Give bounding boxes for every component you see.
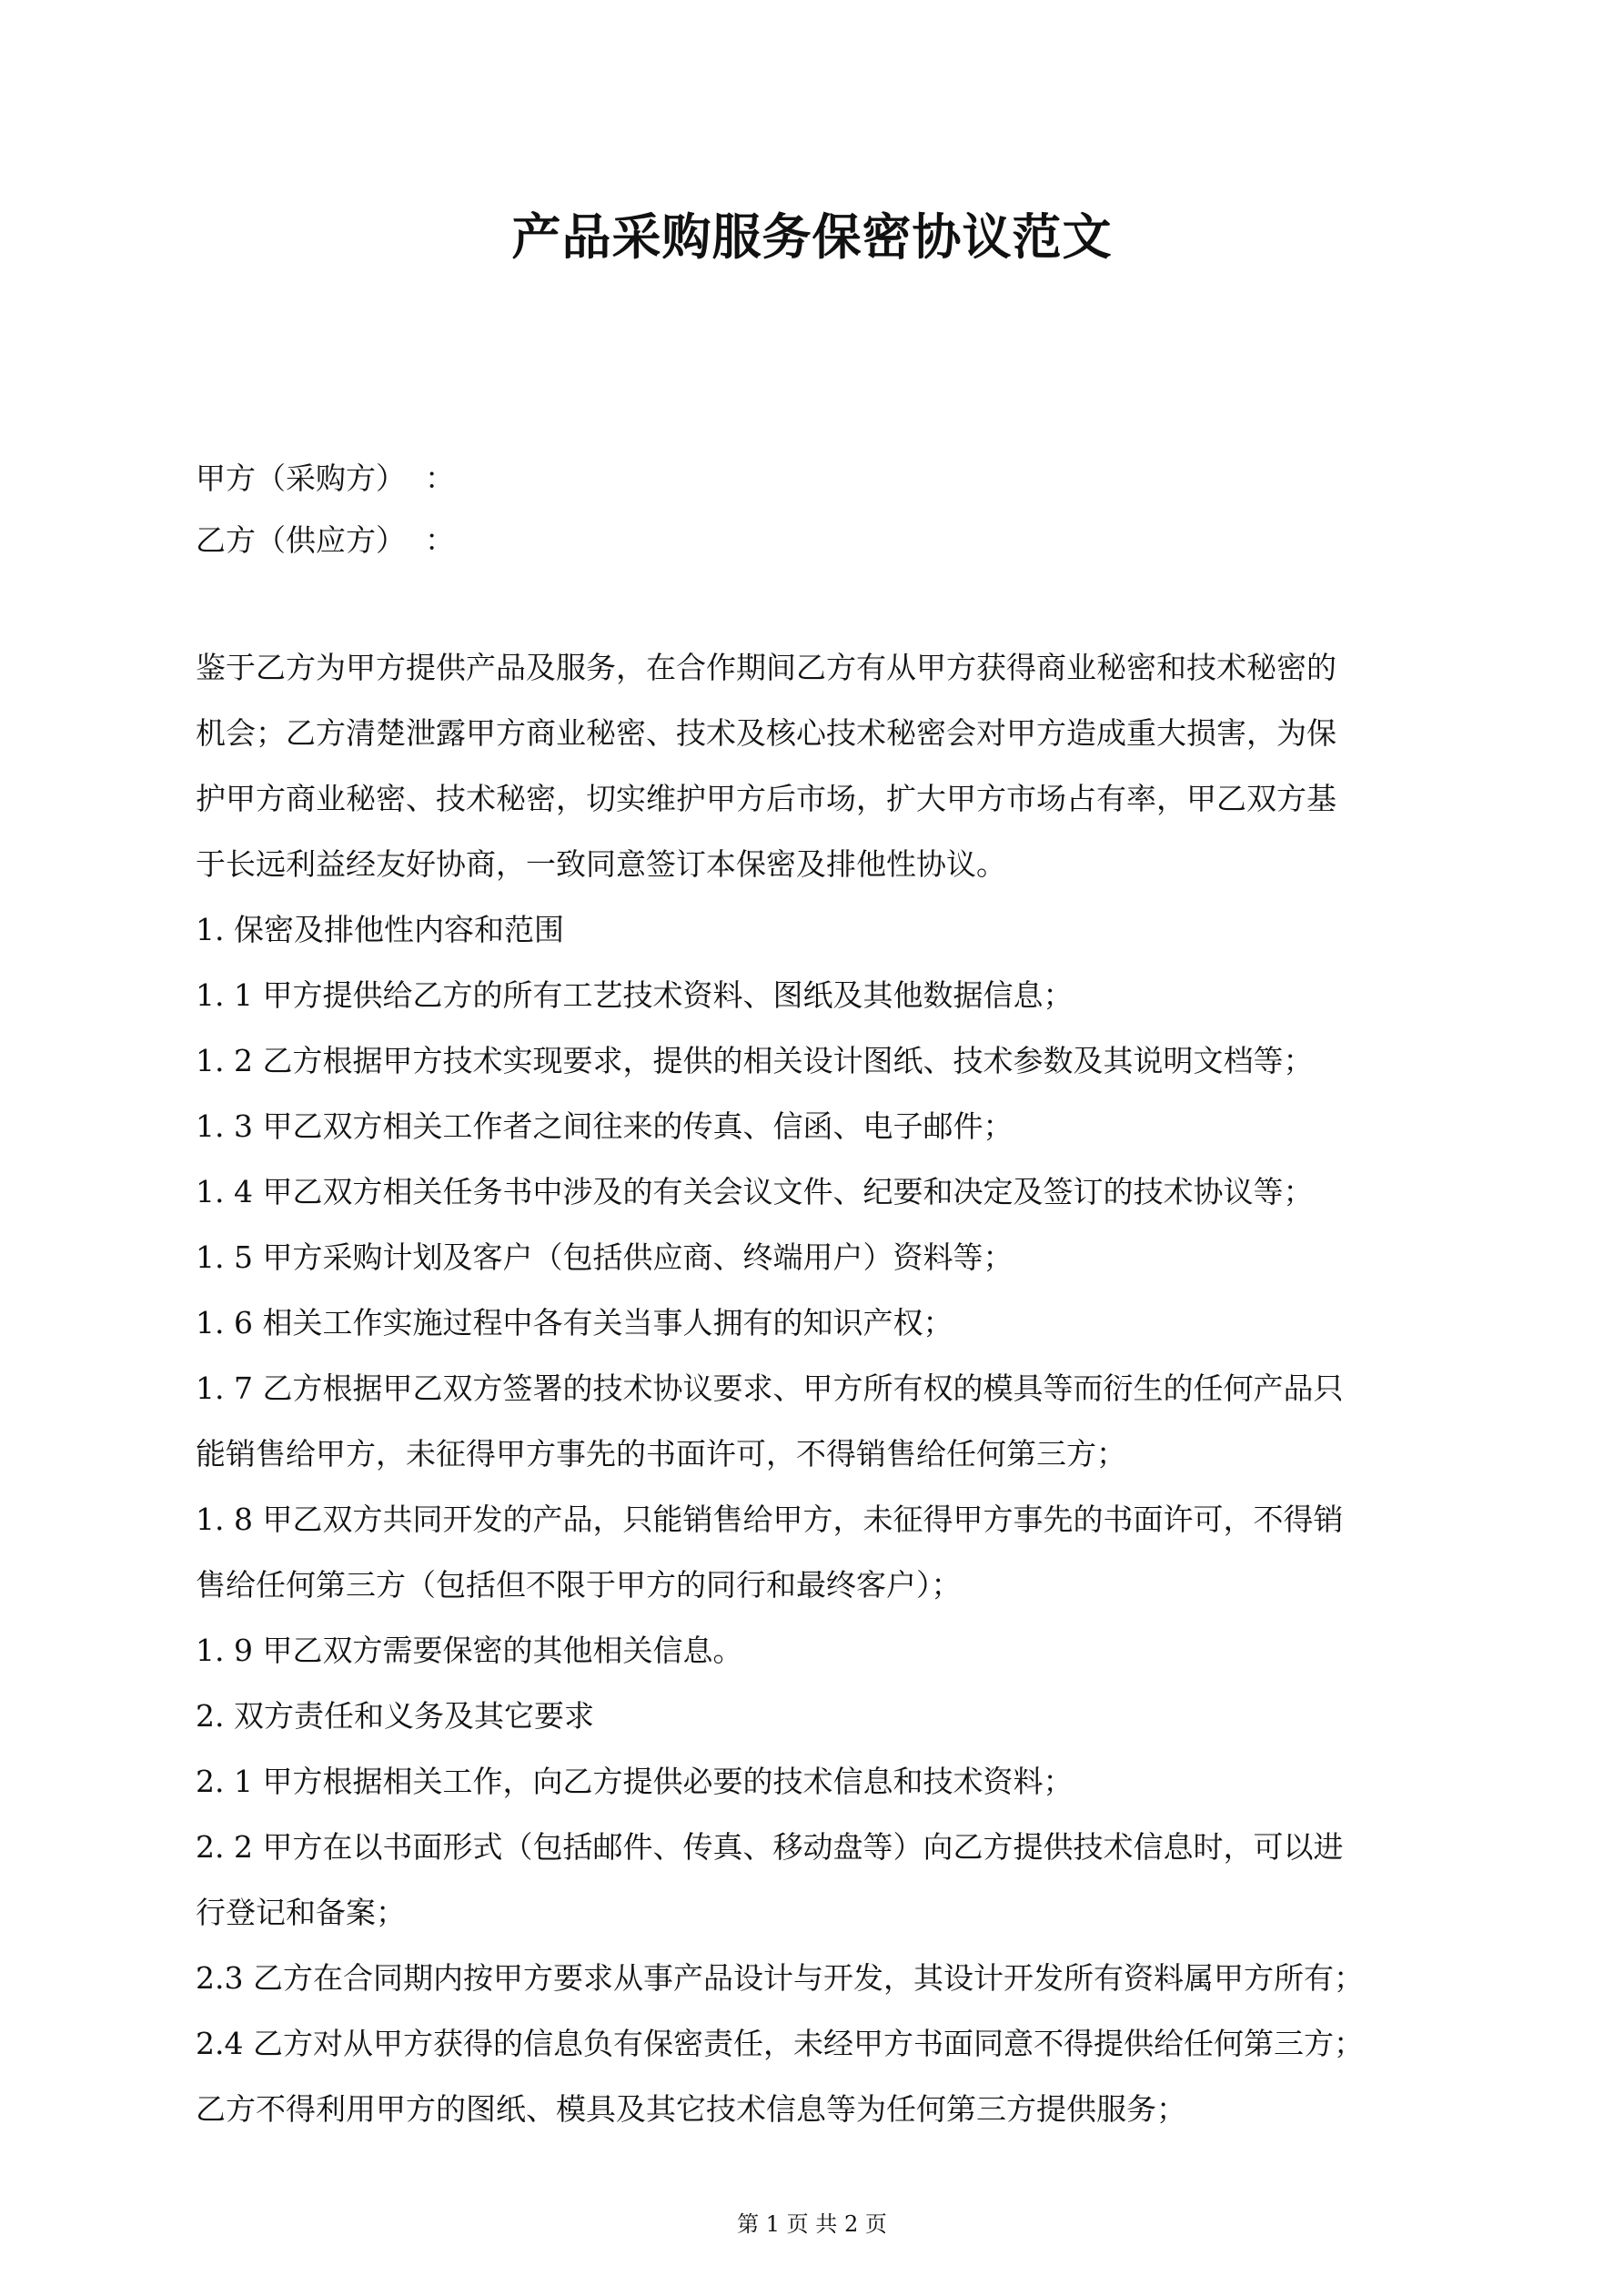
clause-line: 2. 1 甲方根据相关工作，向乙方提供必要的技术信息和技术资料； (196, 1764, 1074, 1799)
clause-line: 1. 4 甲乙双方相关任务书中涉及的有关会议文件、纪要和决定及签订的技术协议等； (196, 1174, 1314, 1209)
clause-line: 1. 2 乙方根据甲方技术实现要求，提供的相关设计图纸、技术参数及其说明文档等； (196, 1043, 1314, 1078)
section-heading: 1. 保密及排他性内容和范围 (196, 912, 564, 947)
page-number-footer: 第 1 页 共 2 页 (737, 2211, 887, 2237)
clause-line: 售给任何第三方（包括但不限于甲方的同行和最终客户）； (196, 1567, 962, 1603)
clause-line: 2.3 乙方在合同期内按甲方要求从事产品设计与开发，其设计开发所有资料属甲方所有； (196, 1960, 1364, 1996)
clause-line: 1. 3 甲乙双方相关工作者之间往来的传真、信函、电子邮件； (196, 1108, 1014, 1144)
agreement-body (196, 635, 1442, 2142)
clause-line: 1. 6 相关工作实施过程中各有关当事人拥有的知识产权； (196, 1305, 953, 1340)
section-heading: 2. 双方责任和义务及其它要求 (196, 1698, 594, 1734)
party-a-line: 甲方（采购方） ： (196, 460, 455, 496)
body-line: 机会；乙方清楚泄露甲方商业秘密、技术及核心技术秘密会对甲方造成重大损害，为保 (196, 715, 1337, 751)
clause-line: 乙方不得利用甲方的图纸、模具及其它技术信息等为任何第三方提供服务； (196, 2091, 1186, 2127)
body-line: 鉴于乙方为甲方提供产品及服务，在合作期间乙方有从甲方获得商业秘密和技术秘密的 (196, 650, 1337, 685)
clause-line: 1. 1 甲方提供给乙方的所有工艺技术资料、图纸及其他数据信息； (196, 977, 1074, 1013)
clause-line: 2.4 乙方对从甲方获得的信息负有保密责任，未经甲方书面同意不得提供给任何第三方； (196, 2026, 1364, 2061)
clause-line: 2. 2 甲方在以书面形式（包括邮件、传真、移动盘等）向乙方提供技术信息时，可以进 (196, 1829, 1344, 1865)
clause-line: 1. 5 甲方采购计划及客户（包括供应商、终端用户）资料等； (196, 1239, 1014, 1275)
body-line: 护甲方商业秘密、技术秘密，切实维护甲方后市场，扩大甲方市场占有率，甲乙双方基 (196, 781, 1337, 816)
clause-line: 1. 7 乙方根据甲乙双方签署的技术协议要求、甲方所有权的模具等而衍生的任何产品只 (196, 1371, 1344, 1406)
party-b-line: 乙方（供应方） ： (196, 522, 455, 558)
clause-line: 1. 9 甲乙双方需要保密的其他相关信息。 (196, 1633, 743, 1668)
document-title: 产品采购服务保密协议范文 (511, 207, 1113, 266)
body-line: 于长远利益经友好协商，一致同意签订本保密及排他性协议。 (196, 846, 1006, 882)
parties-block (196, 448, 1442, 571)
clause-line: 能销售给甲方，未征得甲方事先的书面许可，不得销售给任何第三方； (196, 1436, 1126, 1472)
clause-line: 行登记和备案； (196, 1895, 406, 1930)
clause-line: 1. 8 甲乙双方共同开发的产品，只能销售给甲方，未征得甲方事先的书面许可，不得销 (196, 1502, 1344, 1537)
